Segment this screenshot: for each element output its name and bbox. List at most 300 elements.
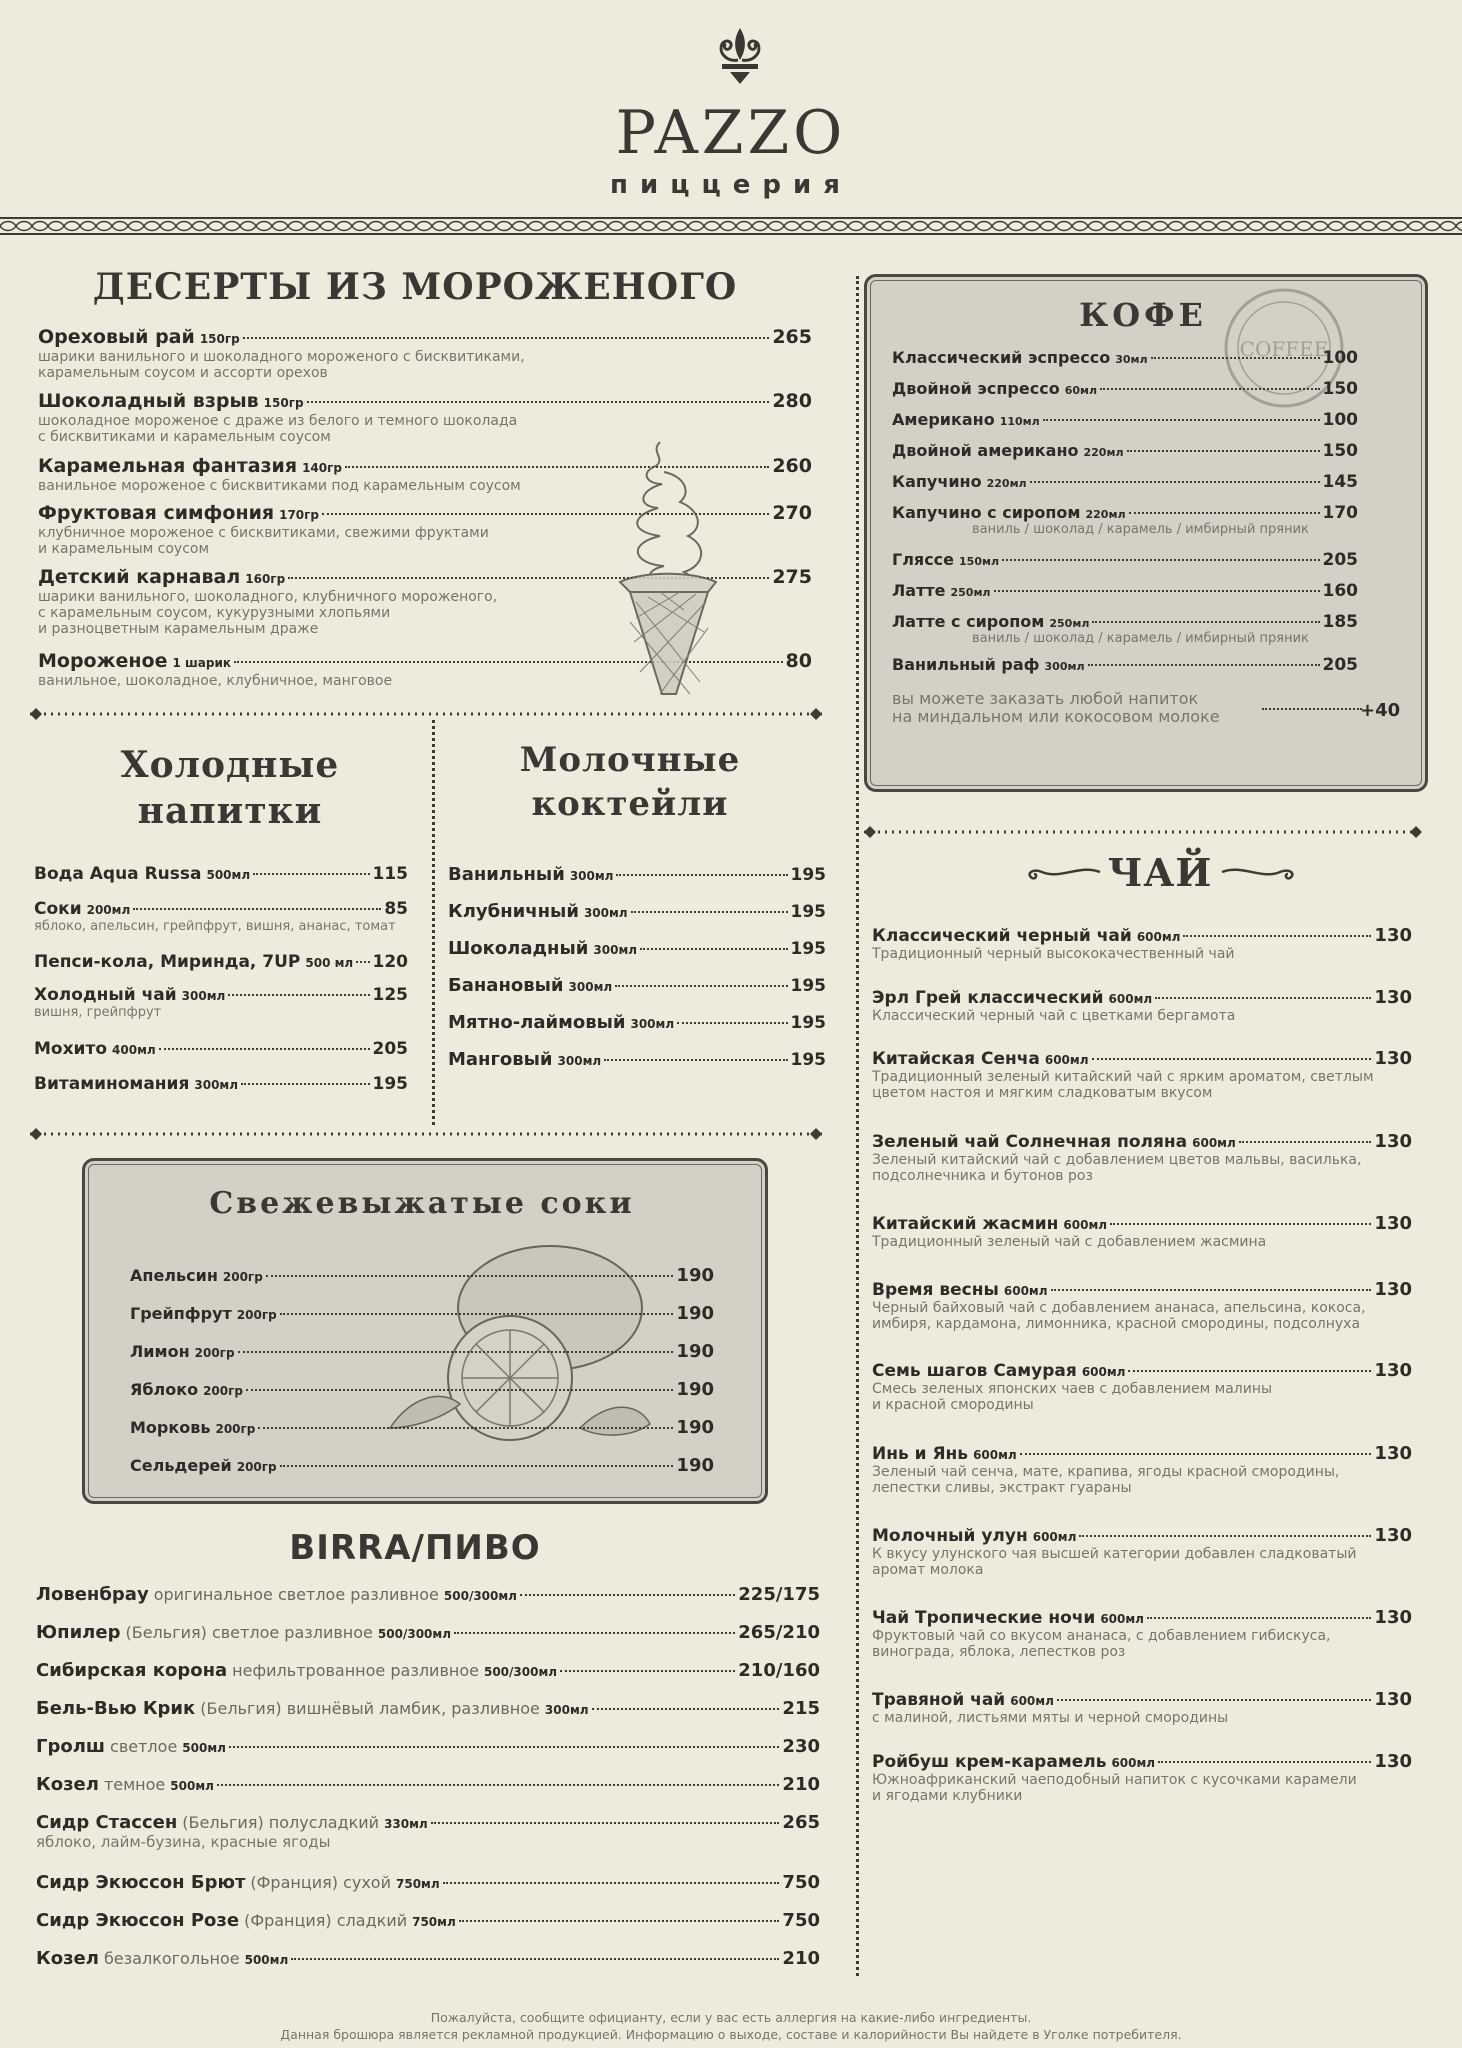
- menu-item-row: [892, 550, 1358, 570]
- item-name: Двойной американо: [892, 441, 1079, 460]
- item-description: [872, 1464, 1339, 1496]
- item-price: 190: [676, 1265, 714, 1286]
- item-name: Яблоко: [130, 1380, 199, 1399]
- leader-dots: [1092, 621, 1319, 623]
- leader-dots: [228, 994, 369, 996]
- item-volume: 300мл: [583, 906, 628, 920]
- description-line: Зеленый чай сенча, мате, крапива, ягоды красной смородины,: [872, 1464, 1340, 1480]
- item-price: 190: [676, 1417, 714, 1438]
- leader-dots: [1057, 1699, 1372, 1701]
- item-price: 750: [782, 1872, 820, 1893]
- item-description: [872, 1152, 1361, 1184]
- item-name: Вода Aqua Russa: [34, 864, 202, 884]
- item-price: 275: [772, 566, 812, 588]
- menu-item-row: [36, 1910, 820, 1931]
- item-volume: 600мл: [1192, 1136, 1236, 1150]
- item-price: 195: [790, 1013, 826, 1033]
- menu-item-row: [892, 410, 1358, 430]
- item-name: Семь шагов Самурая: [872, 1361, 1077, 1381]
- item-price: 160: [1322, 581, 1358, 601]
- item-volume: 170гр: [279, 508, 320, 522]
- item-description: [38, 478, 521, 494]
- item-name: Ореховый рай: [38, 326, 195, 348]
- description-line: К вкусу улунского чая высшей категории добавлен сладковатый: [872, 1546, 1357, 1562]
- leader-dots: [560, 1670, 735, 1672]
- menu-item-row: [130, 1341, 714, 1362]
- item-price: 150: [1322, 441, 1358, 461]
- leader-dots: [1183, 935, 1371, 937]
- item-price: 115: [372, 864, 408, 884]
- leader-dots: [431, 1822, 780, 1824]
- item-volume: 300мл: [569, 869, 614, 883]
- leader-dots: [994, 590, 1320, 592]
- item-name: Капучино: [892, 472, 982, 491]
- description-line: и ягодами клубники: [872, 1788, 1023, 1805]
- description-line: шоколадное мороженое с драже из белого и темного шоколада: [38, 413, 518, 429]
- menu-item-row: [892, 348, 1358, 368]
- item-description: [36, 1834, 330, 1851]
- leader-dots: [1002, 559, 1319, 561]
- item-price: 190: [676, 1341, 714, 1362]
- menu-item-row: [872, 1751, 1412, 1772]
- item-price: 210/160: [738, 1660, 820, 1681]
- item-volume: 600мл: [1081, 1365, 1126, 1379]
- item-name: Травяной чай: [872, 1690, 1006, 1710]
- footer-allergy-note: Пожалуйста, сообщите официанту, если у вас есть аллергия на какие-либо ингредиенты.: [430, 2010, 1032, 2025]
- item-name: Китайский жасмин: [872, 1214, 1059, 1234]
- leader-dots: [604, 1059, 787, 1061]
- menu-item-row: [872, 987, 1412, 1008]
- column-divider: [856, 276, 859, 1976]
- item-volume: 30мл: [1115, 353, 1148, 366]
- leader-dots: [1051, 1289, 1372, 1291]
- menu-item-row: [872, 1131, 1412, 1152]
- menu-item-row: [872, 1213, 1412, 1234]
- section-title-ice-cream: ДЕСЕРТЫ ИЗ МОРОЖЕНОГО: [92, 266, 738, 308]
- item-name: Витаминомания: [34, 1074, 190, 1094]
- menu-item-row: [34, 899, 408, 919]
- leader-dots: [1239, 1141, 1372, 1143]
- item-description: [872, 1710, 1228, 1726]
- description-line: яблоко, апельсин, грейпфрут, вишня, ананас, томат: [34, 919, 396, 934]
- leader-dots: [253, 873, 369, 875]
- item-name: Латте: [892, 581, 946, 600]
- menu-item-row: [892, 472, 1358, 492]
- leader-dots: [1020, 1453, 1372, 1455]
- item-price: 125: [372, 985, 408, 1005]
- item-price: 190: [676, 1303, 714, 1324]
- section-divider: [864, 826, 1422, 838]
- item-volume: 200гр: [236, 1308, 277, 1322]
- item-volume: 500мл: [244, 1953, 289, 1967]
- leader-dots: [1151, 357, 1320, 359]
- menu-item-row: [38, 390, 812, 412]
- item-description: [34, 1006, 161, 1021]
- item-description: [872, 1234, 1266, 1250]
- item-name: Фруктовая симфония: [38, 502, 275, 524]
- ornament-right-icon: [1220, 860, 1302, 884]
- item-volume: 200мл: [86, 903, 131, 917]
- item-name: Карамельная фантазия: [38, 455, 298, 477]
- item-price: 130: [1374, 1213, 1412, 1234]
- item-description: [38, 413, 517, 445]
- section-title-tea: ЧАЙ: [1107, 850, 1213, 895]
- menu-item-row: [448, 901, 826, 922]
- description-line: вишня, грейпфрут: [34, 1005, 162, 1020]
- item-name: Банановый: [448, 975, 564, 996]
- item-description: [34, 920, 396, 935]
- title-line: Холодные: [120, 744, 340, 786]
- item-price: 130: [1374, 1279, 1412, 1300]
- item-volume: 600мл: [1010, 1694, 1054, 1708]
- menu-item-row: [34, 1039, 408, 1059]
- item-volume: 250мл: [1049, 617, 1090, 630]
- item-description: [38, 589, 497, 637]
- item-volume: 220мл: [1083, 446, 1124, 459]
- item-volume: 110мл: [999, 415, 1040, 428]
- leader-dots: [616, 874, 787, 876]
- item-name: Гролш: [36, 1736, 106, 1757]
- item-volume: 200гр: [222, 1270, 263, 1284]
- menu-item-row: [872, 1279, 1412, 1300]
- item-name: Апельсин: [130, 1266, 218, 1285]
- section-title-juices: Свежевыжатые соки: [209, 1186, 635, 1221]
- description-line: лепестки сливы, экстракт гуараны: [872, 1480, 1132, 1497]
- item-description: [872, 1069, 1374, 1101]
- item-price: 190: [676, 1379, 714, 1400]
- menu-item-row: [892, 379, 1358, 399]
- item-volume: 500/300мл: [483, 1665, 558, 1679]
- menu-item-row: [36, 1872, 820, 1893]
- item-price: 130: [1374, 925, 1412, 946]
- menu-item-row: [130, 1417, 714, 1438]
- item-name: Американо: [892, 410, 995, 429]
- note-line: вы можете заказать любой напиток: [892, 689, 1199, 708]
- leader-dots: [1079, 1535, 1371, 1537]
- item-name: Юпилер: [36, 1622, 121, 1643]
- item-volume: 150гр: [263, 396, 304, 410]
- leader-dots: [1147, 1617, 1371, 1619]
- item-name: Сидр Экюссон Брют: [36, 1872, 246, 1893]
- item-description: [38, 673, 392, 689]
- item-volume: 150мл: [959, 555, 1000, 568]
- leader-dots: [615, 985, 787, 987]
- description-line: и красной смородины: [872, 1397, 1034, 1414]
- item-volume: 200гр: [236, 1460, 277, 1474]
- description-line: Южноафриканский чаеподобный напиток с кусочками карамели: [872, 1772, 1357, 1788]
- menu-item-row: [892, 503, 1358, 523]
- description-line: и карамельным соусом: [38, 541, 210, 558]
- description-line: Фруктовый чай со вкусом ананаса, с добавлением гибискуса,: [872, 1628, 1331, 1644]
- menu-item-row: [872, 1443, 1412, 1464]
- item-note: оригинальное светлое разливное: [153, 1585, 439, 1604]
- item-price: 205: [1322, 550, 1358, 570]
- item-name: Время весны: [872, 1280, 999, 1300]
- item-name: Детский карнавал: [38, 566, 241, 588]
- title-line: коктейли: [531, 784, 729, 824]
- menu-item-row: [872, 1360, 1412, 1381]
- item-name: Латте с сиропом: [892, 612, 1045, 631]
- item-name: Козел: [36, 1774, 99, 1795]
- item-price: 100: [1322, 348, 1358, 368]
- item-name: Капучино с сиропом: [892, 503, 1081, 522]
- item-volume: 500мл: [206, 868, 251, 882]
- item-price: 210: [782, 1948, 820, 1969]
- item-name: Клубничный: [448, 901, 579, 922]
- item-price: 280: [772, 390, 812, 412]
- item-volume: 600мл: [1063, 1218, 1108, 1232]
- item-volume: 600мл: [1100, 1612, 1144, 1626]
- description-line: Классический черный чай с цветками бергамота: [872, 1008, 1236, 1024]
- item-volume: 200гр: [215, 1422, 256, 1436]
- item-volume: 500/300мл: [443, 1589, 517, 1603]
- item-name: Мятно-лаймовый: [448, 1012, 626, 1033]
- item-volume: 500/300мл: [377, 1627, 451, 1641]
- menu-item-row: [448, 938, 826, 959]
- description-line: Зеленый китайский чай с добавлением цветов мальвы, василька,: [872, 1152, 1362, 1168]
- menu-item-row: [36, 1774, 820, 1795]
- menu-item-row: [872, 1048, 1412, 1069]
- description-line: ваниль / шоколад / карамель / имбирный пряник: [972, 631, 1309, 646]
- item-price: 100: [1322, 410, 1358, 430]
- menu-item-row: [448, 1012, 826, 1033]
- item-volume: 300мл: [181, 989, 226, 1003]
- menu-item-row: [38, 326, 812, 348]
- item-price: 185: [1322, 612, 1358, 632]
- description-line: с карамельным соусом, кукурузными хлопьями: [38, 605, 391, 622]
- item-volume: 250мл: [950, 586, 991, 599]
- leader-dots: [266, 1275, 674, 1277]
- item-volume: 750мл: [412, 1915, 456, 1929]
- item-volume: 600мл: [1108, 992, 1153, 1006]
- item-name: Пепси-кола, Миринда, 7UP: [34, 952, 301, 972]
- leader-dots: [280, 1313, 674, 1315]
- item-price: 150: [1322, 379, 1358, 399]
- item-volume: 220мл: [1085, 508, 1126, 521]
- ornamental-border: [0, 214, 1462, 238]
- description-line: подсолнечника и бутонов роз: [872, 1168, 1093, 1185]
- item-name: Сельдерей: [130, 1456, 232, 1475]
- section-divider: [30, 1128, 822, 1140]
- leader-dots: [640, 948, 787, 950]
- item-price: 130: [1374, 1048, 1412, 1069]
- item-price: 130: [1374, 1131, 1412, 1152]
- item-name: Сидр Стассен: [36, 1812, 178, 1833]
- leader-dots: [592, 1708, 780, 1710]
- item-name: Бель-Вью Крик: [36, 1698, 196, 1719]
- section-title-beer: BIRRA/ПИВО: [289, 1528, 541, 1568]
- item-price: 85: [384, 899, 408, 919]
- item-volume: 600мл: [1003, 1284, 1048, 1298]
- description-line: яблоко, лайм-бузина, красные ягоды: [36, 1833, 331, 1851]
- description-line: винограда, яблока, лепестков роз: [872, 1644, 1126, 1661]
- item-price: 205: [1322, 655, 1358, 675]
- menu-item-row: [130, 1265, 714, 1286]
- title-line: Молочные: [519, 740, 741, 780]
- item-description: [38, 349, 525, 381]
- description-line: Традиционный зеленый китайский чай с ярким ароматом, светлым: [872, 1069, 1374, 1085]
- leader-dots: [246, 1389, 673, 1391]
- item-volume: 600мл: [973, 1448, 1017, 1462]
- item-description: [872, 1772, 1357, 1804]
- item-description: [972, 632, 1309, 647]
- ornament-left-icon: [1020, 860, 1102, 884]
- item-volume: 300мл: [593, 943, 638, 957]
- brand-logo-title: PAZZO: [615, 98, 847, 168]
- item-price: 195: [790, 1050, 826, 1070]
- item-description: [38, 525, 489, 557]
- item-volume: 600мл: [1032, 1530, 1077, 1544]
- item-description: [872, 1546, 1356, 1578]
- fleur-de-lis-icon: [700, 26, 780, 86]
- item-name: Китайская Сенча: [872, 1049, 1040, 1069]
- leader-dots: [1262, 708, 1362, 710]
- menu-item-row: [872, 925, 1412, 946]
- description-line: Черный байховый чай с добавлением ананаса, апельсина, кокоса,: [872, 1300, 1366, 1316]
- description-line: шарики ванильного и шоколадного мороженого с бисквитиками,: [38, 349, 525, 365]
- leader-dots: [1043, 419, 1320, 421]
- menu-item-row: [36, 1948, 820, 1969]
- leader-dots: [1100, 388, 1319, 390]
- item-note: темное: [103, 1775, 166, 1794]
- item-note: (Бельгия) светлое разливное: [125, 1623, 373, 1642]
- leader-dots: [1158, 1761, 1371, 1763]
- item-volume: 200гр: [194, 1346, 235, 1360]
- leader-dots: [443, 1882, 780, 1884]
- item-description: [872, 946, 1235, 962]
- item-price: 130: [1374, 1360, 1412, 1381]
- section-title-cold-drinks: [40, 742, 420, 834]
- item-price: 130: [1374, 1689, 1412, 1710]
- leader-dots: [1155, 997, 1371, 999]
- description-line: ванильное мороженое с бисквитиками под карамельным соусом: [38, 478, 521, 494]
- item-price: 195: [790, 976, 826, 996]
- leader-dots: [133, 908, 381, 910]
- menu-item-row: [34, 864, 408, 884]
- menu-item-row: [892, 581, 1358, 601]
- item-name: Классический черный чай: [872, 926, 1132, 946]
- item-name: Мохито: [34, 1039, 108, 1059]
- item-price: 195: [790, 902, 826, 922]
- menu-item-row: [892, 655, 1358, 675]
- menu-item-row: [448, 1049, 826, 1070]
- item-name: Манговый: [448, 1049, 553, 1070]
- item-volume: 400мл: [112, 1043, 156, 1057]
- item-volume: 500 мл: [305, 956, 354, 970]
- item-volume: 600мл: [1044, 1053, 1089, 1067]
- item-volume: 200гр: [203, 1384, 243, 1398]
- item-price: 130: [1374, 1525, 1412, 1546]
- description-line: шарики ванильного, шоколадного, клубничного мороженого,: [38, 589, 498, 605]
- item-description: [972, 523, 1309, 538]
- description-line: цветом настоя и мягким сладковатым вкусом: [872, 1085, 1213, 1102]
- title-line: напитки: [137, 790, 323, 832]
- item-volume: 220мл: [986, 477, 1027, 490]
- menu-item-row: [872, 1525, 1412, 1546]
- menu-item-row: [34, 985, 408, 1005]
- item-note: безалкогольное: [103, 1949, 240, 1968]
- item-price: 210: [782, 1774, 820, 1795]
- item-name: Козел: [36, 1948, 99, 1969]
- leader-dots: [243, 337, 770, 339]
- description-line: с бисквитиками и карамельным соусом: [38, 429, 331, 446]
- coffee-extra-note: [892, 690, 1220, 727]
- item-price: 130: [1374, 1751, 1412, 1772]
- leader-dots: [631, 911, 788, 913]
- item-price: 750: [782, 1910, 820, 1931]
- menu-item-row: [892, 612, 1358, 632]
- item-price: 225/175: [738, 1584, 820, 1605]
- menu-item-row: [34, 1074, 408, 1094]
- item-note: светлое: [110, 1737, 178, 1756]
- leader-dots: [258, 1427, 673, 1429]
- item-name: Ройбуш крем-карамель: [872, 1752, 1107, 1772]
- leader-dots: [1092, 1058, 1372, 1060]
- description-line: Смесь зеленых японских чаев с добавлением малины: [872, 1381, 1273, 1397]
- item-volume: 300мл: [1044, 660, 1085, 673]
- item-volume: 500мл: [170, 1779, 214, 1793]
- menu-item-row: [36, 1660, 820, 1681]
- item-price: 170: [1322, 503, 1358, 523]
- item-price: 80: [785, 650, 812, 672]
- item-price: 265/210: [738, 1622, 820, 1643]
- item-name: Сидр Экюссон Розе: [36, 1910, 240, 1931]
- leader-dots: [1088, 664, 1320, 666]
- description-line: имбиря, кардамона, лимонника, красной смородины, подсолнуха: [872, 1316, 1361, 1333]
- menu-item-row: [130, 1455, 714, 1476]
- menu-item-row: [130, 1379, 714, 1400]
- item-description: [872, 1008, 1235, 1024]
- item-name: Ванильный раф: [892, 655, 1040, 674]
- item-name: Соки: [34, 899, 82, 919]
- item-volume: 330мл: [384, 1817, 428, 1831]
- leader-dots: [454, 1632, 735, 1634]
- item-description: [872, 1628, 1331, 1660]
- footer-disclaimer: Данная брошюра является рекламной продукцией. Информацию о выходе, составе и калорийности Вы найдете в Уголке потребителя.: [280, 2027, 1182, 2042]
- description-line: клубничное мороженое с бисквитиками, свежими фруктами: [38, 525, 489, 541]
- section-divider: [30, 708, 822, 720]
- coffee-extra-price: +40: [1360, 700, 1401, 721]
- item-volume: 1 шарик: [172, 656, 231, 670]
- item-price: 195: [790, 939, 826, 959]
- item-volume: 160гр: [245, 572, 286, 586]
- item-name: Эрл Грей классический: [872, 988, 1104, 1008]
- menu-item-row: [36, 1584, 820, 1605]
- item-name: Зеленый чай Солнечная поляна: [872, 1132, 1188, 1152]
- leader-dots: [229, 1746, 779, 1748]
- description-line: ванильное, шоколадное, клубничное, манговое: [38, 673, 393, 689]
- item-price: 190: [676, 1455, 714, 1476]
- menu-item-row: [130, 1303, 714, 1324]
- item-volume: 600мл: [1136, 930, 1181, 944]
- item-name: Чай Тропические ночи: [872, 1608, 1096, 1628]
- item-price: 205: [372, 1039, 408, 1059]
- brand-logo-subtitle: пиццерия: [610, 170, 852, 200]
- column-divider: [432, 720, 435, 1125]
- item-volume: 300мл: [194, 1078, 239, 1092]
- item-name: Ловенбрау: [36, 1584, 149, 1605]
- description-line: и разноцветным карамельным драже: [38, 621, 319, 638]
- item-price: 230: [782, 1736, 820, 1757]
- item-volume: 300мл: [544, 1703, 589, 1717]
- menu-item-row: [872, 1607, 1412, 1628]
- item-note: (Бельгия) полусладкий: [182, 1813, 380, 1832]
- item-name: Шоколадный: [448, 938, 589, 959]
- item-name: Классический эспрессо: [892, 348, 1111, 367]
- item-name: Ванильный: [448, 864, 565, 885]
- description-line: Традиционный зеленый чай с добавлением жасмина: [872, 1234, 1267, 1250]
- item-price: 120: [372, 952, 408, 972]
